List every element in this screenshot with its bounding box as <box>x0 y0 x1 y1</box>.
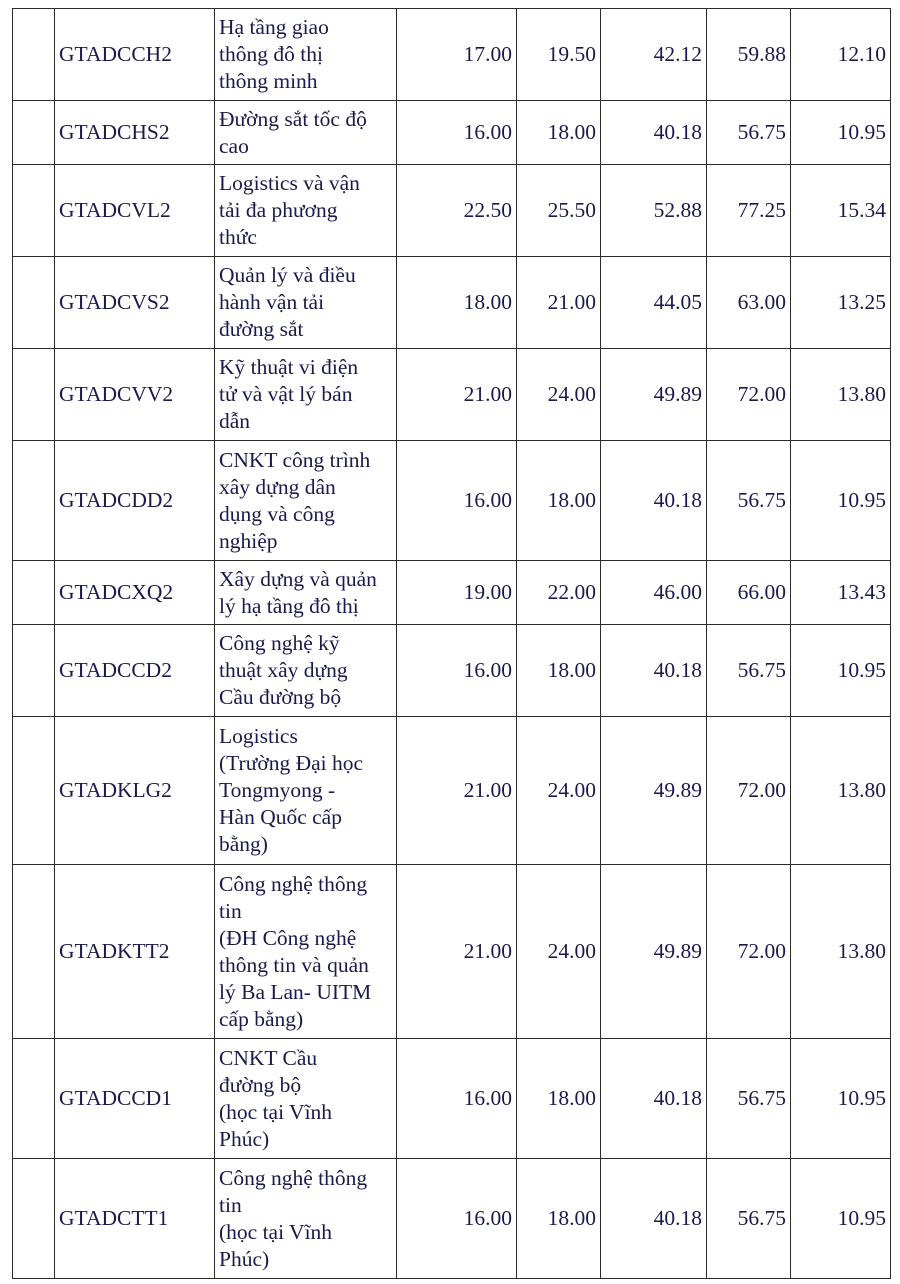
row-index-cell <box>13 865 55 1039</box>
major-name-cell: Công nghệ thông tin (học tại Vĩnh Phúc) <box>215 1159 397 1279</box>
major-code-cell: GTADCTT1 <box>55 1159 215 1279</box>
score-cell-5: 10.95 <box>791 1159 891 1279</box>
table-row <box>13 101 891 165</box>
score-cell-1: 16.00 <box>397 1039 517 1159</box>
score-cell-3: 42.12 <box>601 9 707 101</box>
major-name-cell: Quản lý và điều hành vận tải đường sắt <box>215 257 397 349</box>
admission-score-table <box>12 8 891 1279</box>
major-name-cell: Xây dựng và quản lý hạ tầng đô thị <box>215 561 397 625</box>
score-cell-1: 21.00 <box>397 349 517 441</box>
score-cell-1: 18.00 <box>397 257 517 349</box>
score-cell-2: 22.00 <box>517 561 601 625</box>
major-code-cell: GTADKLG2 <box>55 717 215 865</box>
major-code-cell: GTADCCH2 <box>55 9 215 101</box>
score-cell-4: 56.75 <box>707 441 791 561</box>
score-cell-4: 56.75 <box>707 625 791 717</box>
score-cell-1: 22.50 <box>397 165 517 257</box>
score-cell-4: 72.00 <box>707 349 791 441</box>
score-cell-5: 10.95 <box>791 625 891 717</box>
score-cell-4: 56.75 <box>707 101 791 165</box>
score-cell-2: 24.00 <box>517 865 601 1039</box>
score-cell-1: 21.00 <box>397 865 517 1039</box>
score-cell-5: 15.34 <box>791 165 891 257</box>
score-cell-5: 10.95 <box>791 1039 891 1159</box>
major-code-cell: GTADCXQ2 <box>55 561 215 625</box>
score-cell-5: 10.95 <box>791 101 891 165</box>
major-name-cell: Logistics và vận tải đa phương thức <box>215 165 397 257</box>
score-cell-3: 52.88 <box>601 165 707 257</box>
score-cell-3: 49.89 <box>601 865 707 1039</box>
score-cell-2: 25.50 <box>517 165 601 257</box>
score-cell-5: 10.95 <box>791 441 891 561</box>
score-cell-5: 12.10 <box>791 9 891 101</box>
score-cell-2: 18.00 <box>517 1039 601 1159</box>
score-cell-1: 21.00 <box>397 717 517 865</box>
score-cell-2: 18.00 <box>517 1159 601 1279</box>
score-cell-1: 16.00 <box>397 1159 517 1279</box>
score-cell-4: 56.75 <box>707 1159 791 1279</box>
score-cell-1: 19.00 <box>397 561 517 625</box>
table-row <box>13 9 891 101</box>
row-index-cell <box>13 625 55 717</box>
major-code-cell: GTADKTT2 <box>55 865 215 1039</box>
score-cell-3: 40.18 <box>601 441 707 561</box>
row-index-cell <box>13 1159 55 1279</box>
row-index-cell <box>13 101 55 165</box>
score-cell-2: 18.00 <box>517 625 601 717</box>
major-code-cell: GTADCCD2 <box>55 625 215 717</box>
major-name-cell: Logistics (Trường Đại học Tongmyong - Hàn Quốc cấp bằng) <box>215 717 397 865</box>
major-code-cell: GTADCVL2 <box>55 165 215 257</box>
row-index-cell <box>13 257 55 349</box>
row-index-cell <box>13 1039 55 1159</box>
table-row <box>13 349 891 441</box>
score-cell-5: 13.80 <box>791 349 891 441</box>
score-cell-3: 44.05 <box>601 257 707 349</box>
major-name-cell: Kỹ thuật vi điện tử và vật lý bán dẫn <box>215 349 397 441</box>
score-cell-5: 13.43 <box>791 561 891 625</box>
table-row <box>13 165 891 257</box>
score-cell-2: 18.00 <box>517 441 601 561</box>
table-row <box>13 1159 891 1279</box>
score-cell-5: 13.80 <box>791 865 891 1039</box>
score-cell-1: 16.00 <box>397 101 517 165</box>
score-cell-4: 77.25 <box>707 165 791 257</box>
score-cell-1: 16.00 <box>397 625 517 717</box>
score-cell-5: 13.25 <box>791 257 891 349</box>
major-name-cell: Đường sắt tốc độ cao <box>215 101 397 165</box>
major-name-cell: Hạ tầng giao thông đô thị thông minh <box>215 9 397 101</box>
row-index-cell <box>13 441 55 561</box>
score-cell-3: 49.89 <box>601 349 707 441</box>
major-code-cell: GTADCHS2 <box>55 101 215 165</box>
row-index-cell <box>13 165 55 257</box>
table-row <box>13 441 891 561</box>
score-cell-3: 40.18 <box>601 101 707 165</box>
row-index-cell <box>13 9 55 101</box>
score-cell-3: 40.18 <box>601 1039 707 1159</box>
table-row <box>13 1039 891 1159</box>
score-cell-1: 16.00 <box>397 441 517 561</box>
major-name-cell: CNKT Cầu đường bộ (học tại Vĩnh Phúc) <box>215 1039 397 1159</box>
major-code-cell: GTADCCD1 <box>55 1039 215 1159</box>
score-cell-2: 24.00 <box>517 717 601 865</box>
score-cell-4: 56.75 <box>707 1039 791 1159</box>
score-cell-4: 59.88 <box>707 9 791 101</box>
score-cell-2: 24.00 <box>517 349 601 441</box>
major-name-cell: CNKT công trình xây dựng dân dụng và công nghiệp <box>215 441 397 561</box>
score-cell-2: 19.50 <box>517 9 601 101</box>
major-code-cell: GTADCVS2 <box>55 257 215 349</box>
row-index-cell <box>13 561 55 625</box>
score-cell-3: 46.00 <box>601 561 707 625</box>
table-row <box>13 717 891 865</box>
score-cell-3: 40.18 <box>601 625 707 717</box>
score-cell-4: 63.00 <box>707 257 791 349</box>
major-name-cell: Công nghệ thông tin (ĐH Công nghệ thông tin và quản lý Ba Lan- UITM cấp bằng) <box>215 865 397 1039</box>
score-cell-2: 18.00 <box>517 101 601 165</box>
major-code-cell: GTADCDD2 <box>55 441 215 561</box>
table-row <box>13 561 891 625</box>
major-name-cell: Công nghệ kỹ thuật xây dựng Cầu đường bộ <box>215 625 397 717</box>
score-cell-4: 66.00 <box>707 561 791 625</box>
score-cell-5: 13.80 <box>791 717 891 865</box>
table-row <box>13 257 891 349</box>
table-row <box>13 865 891 1039</box>
major-code-cell: GTADCVV2 <box>55 349 215 441</box>
table-row <box>13 625 891 717</box>
score-cell-1: 17.00 <box>397 9 517 101</box>
score-cell-4: 72.00 <box>707 865 791 1039</box>
score-cell-3: 40.18 <box>601 1159 707 1279</box>
score-cell-3: 49.89 <box>601 717 707 865</box>
score-cell-2: 21.00 <box>517 257 601 349</box>
score-cell-4: 72.00 <box>707 717 791 865</box>
table-body <box>13 9 891 1279</box>
row-index-cell <box>13 717 55 865</box>
row-index-cell <box>13 349 55 441</box>
